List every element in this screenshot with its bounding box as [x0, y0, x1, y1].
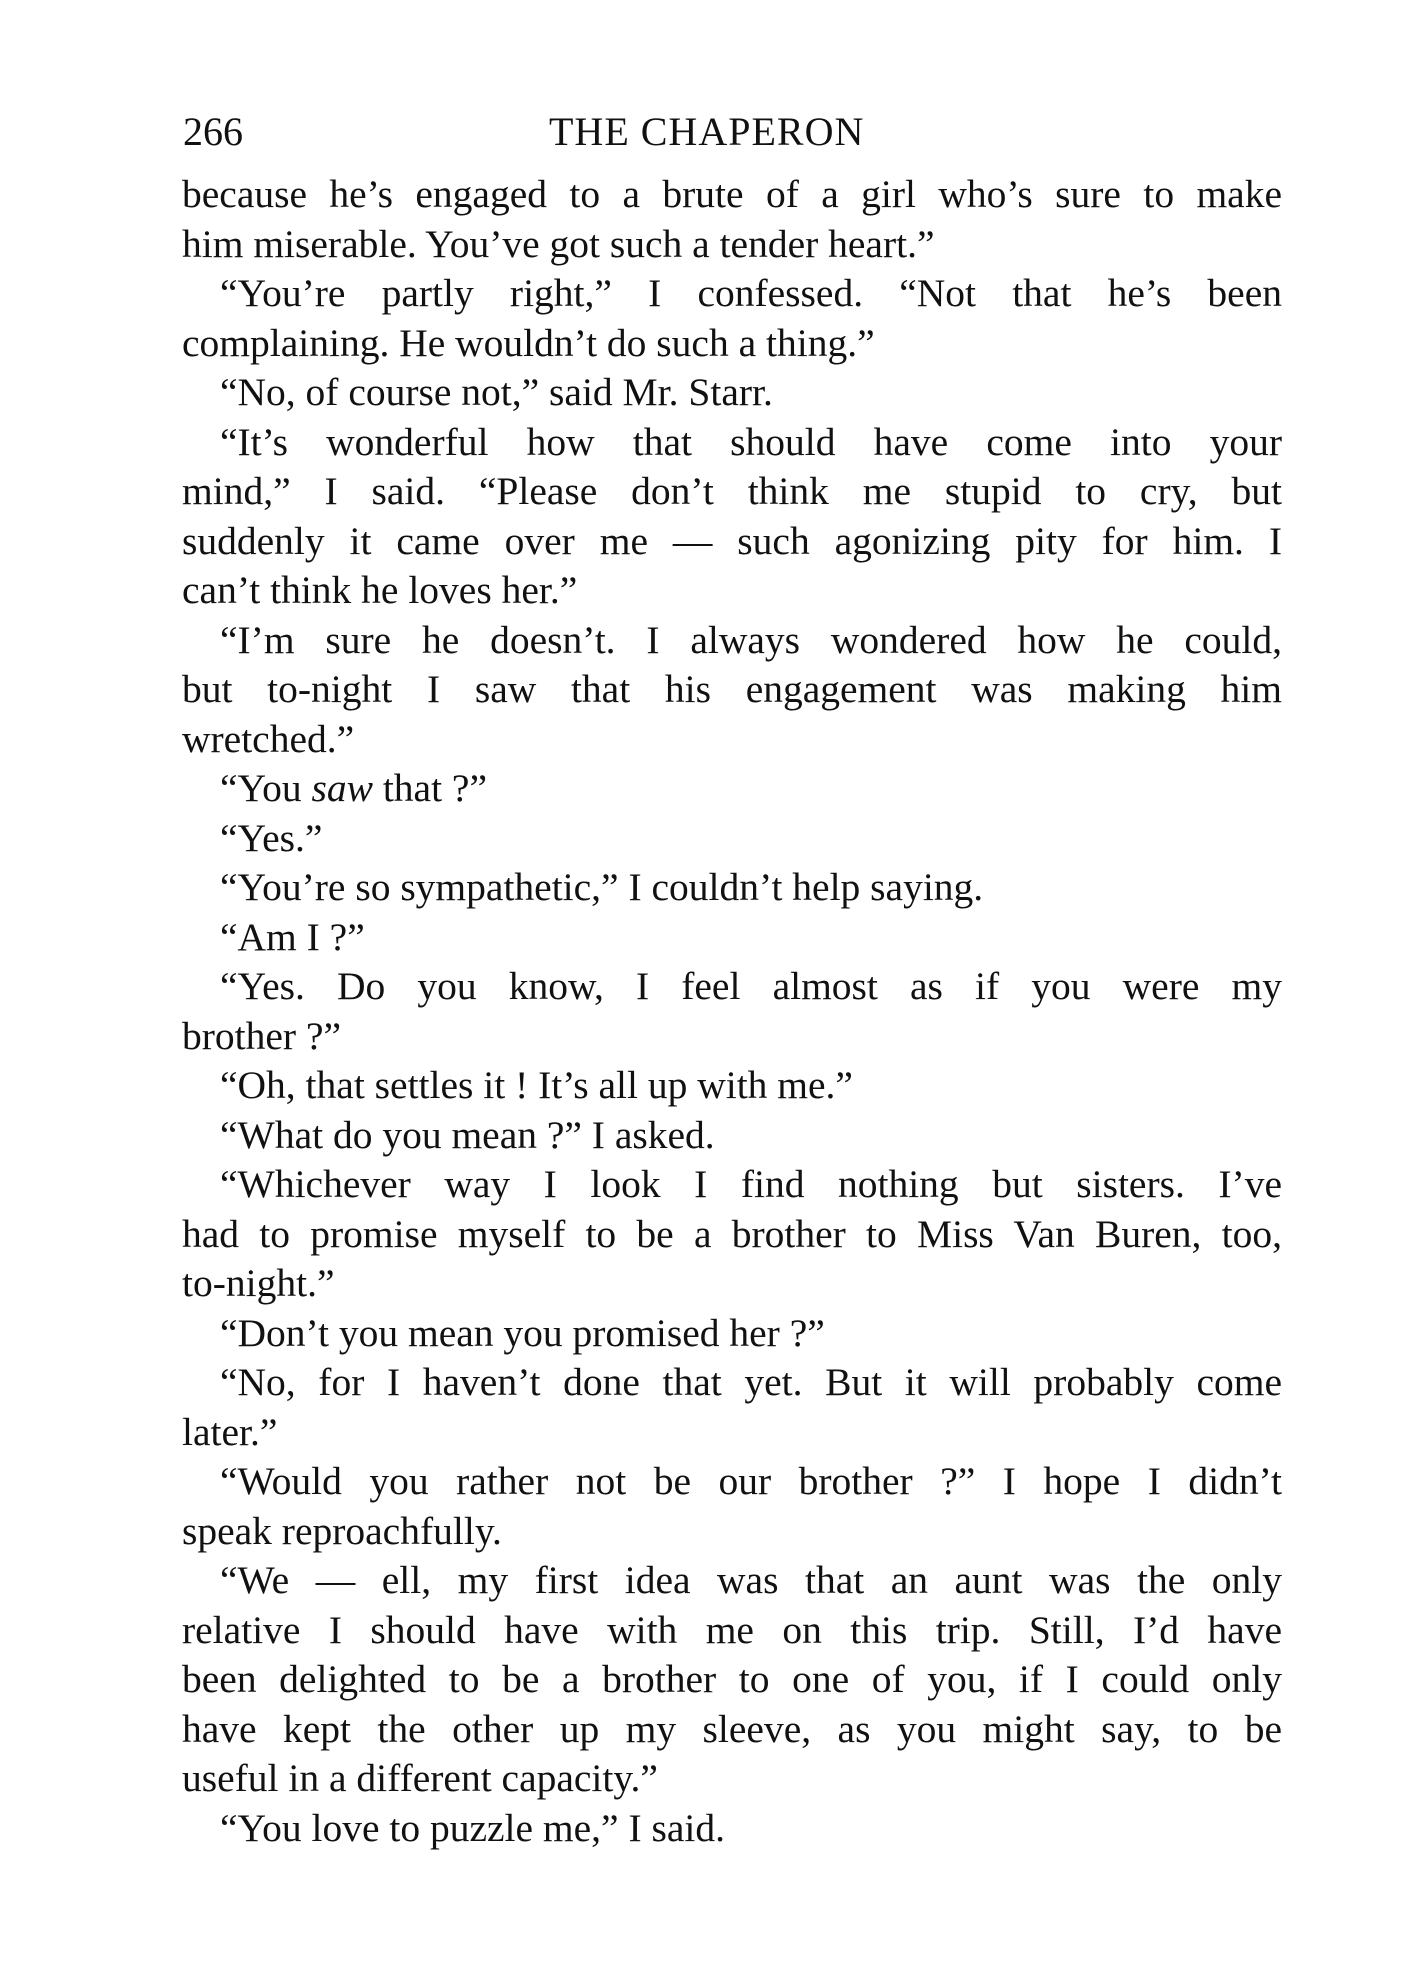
text-line: “Am I ?” — [220, 914, 365, 959]
text-line: “Oh, that settles it ! It’s all up with me.” — [220, 1063, 853, 1107]
text-line: “What do you mean ?” I asked. — [220, 1112, 715, 1157]
text-line: have kept the other up my sleeve, as you might say, to be — [182, 1706, 1282, 1751]
emphasis: saw — [311, 766, 373, 810]
text-line: “Whichever way I look I find nothing but sisters. I’ve — [220, 1162, 1282, 1206]
text-line: complaining. He wouldn’t do such a thing.” — [182, 320, 875, 365]
text-line: “We — ell, my first idea was that an aunt was the only — [220, 1558, 1282, 1602]
text-line: “Would you rather not be our brother ?” I hope I didn’t — [220, 1459, 1282, 1503]
text-line: but to-night I saw that his engagement was making him — [182, 667, 1282, 711]
text-line: later.” — [182, 1409, 278, 1454]
text-line: “You’re partly right,” I confessed. “Not that he’s been — [220, 271, 1282, 315]
page-header — [183, 108, 1283, 168]
text-line: “Don’t you mean you promised her ?” — [220, 1310, 825, 1355]
text-line: “I’m sure he doesn’t. I always wondered how he could, — [220, 617, 1282, 662]
text-line: useful in a different capacity.” — [182, 1756, 658, 1800]
page-number: 266 — [183, 109, 243, 154]
text-line: brother ?” — [182, 1013, 342, 1058]
text-line: had to promise myself to be a brother to Miss Van Buren, too, — [182, 1211, 1282, 1256]
text-line: been delighted to be a brother to one of you, if I could only — [182, 1657, 1282, 1701]
text-line: “Yes.” — [220, 815, 323, 860]
text-line: because he’s engaged to a brute of a girl who’s sure to make — [182, 172, 1282, 216]
text-line: “Yes. Do you know, I feel almost as if you were my — [220, 964, 1282, 1008]
text-line: suddenly it came over me — such agonizing pity for him. I — [182, 518, 1282, 563]
text-line: “No, for I haven’t done that yet. But it will probably come — [220, 1360, 1282, 1404]
text-line: “No, of course not,” said Mr. Starr. — [220, 370, 773, 414]
text-line: wretched.” — [182, 716, 355, 761]
text-line: speak reproachfully. — [182, 1508, 502, 1553]
text-line: “You saw that ?” — [220, 766, 487, 810]
text-line: him miserable. You’ve got such a tender heart.” — [182, 221, 935, 266]
text-line: can’t think he loves her.” — [182, 568, 578, 612]
running-title: THE CHAPERON — [549, 109, 865, 154]
body-text — [182, 170, 1282, 1853]
text-line: to-night.” — [182, 1261, 335, 1305]
text-line: “It’s wonderful how that should have come into your — [220, 419, 1282, 464]
text-line: “You’re so sympathetic,” I couldn’t help saying. — [220, 865, 984, 909]
text-line: relative I should have with me on this trip. Still, I’d have — [182, 1607, 1282, 1652]
text-line: mind,” I said. “Please don’t think me stupid to cry, but — [182, 469, 1282, 513]
text-line: “You love to puzzle me,” I said. — [220, 1805, 725, 1850]
